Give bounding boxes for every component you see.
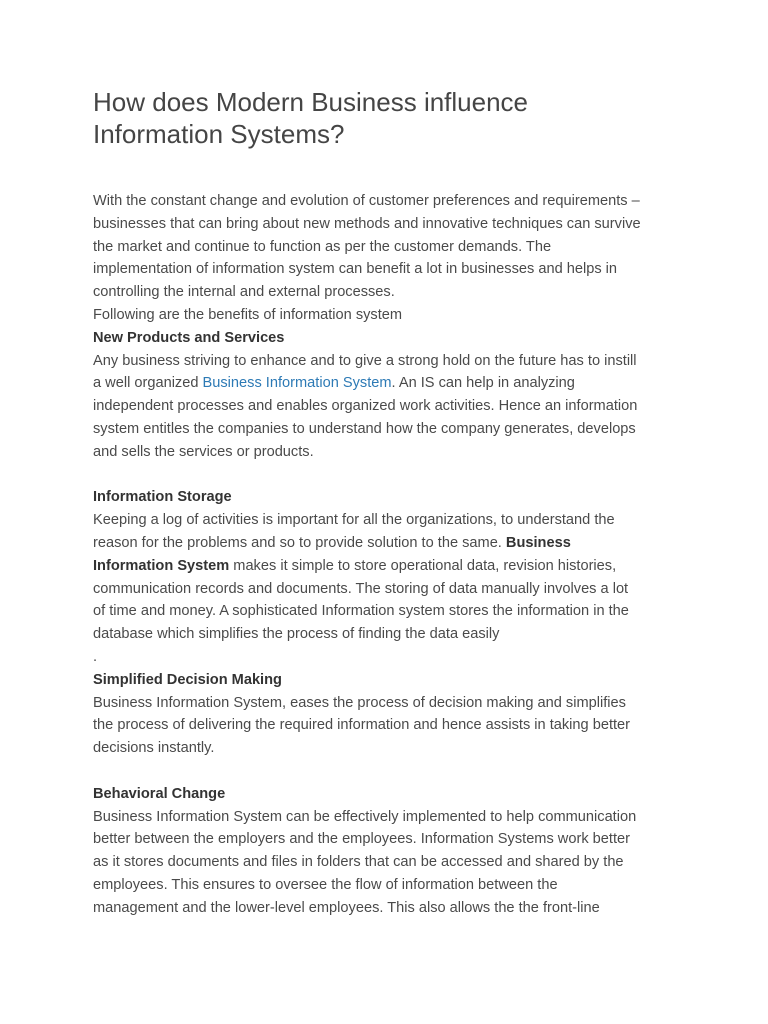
title-line-1: How does Modern Business influence [93, 87, 529, 117]
section-line: Any business striving to enhance and to give a strong hold on the future has to instill [93, 352, 637, 369]
intro-line: implementation of information system can benefit a lot in businesses and helps in [93, 261, 618, 278]
section-heading: Information Storage [93, 489, 232, 506]
section-information-storage [93, 486, 693, 668]
section-line: communication records and documents. The storing of data manually involves a lot [93, 580, 629, 597]
page-title [93, 86, 653, 150]
intro-line: businesses that can bring about new methods and innovative techniques can survive [93, 215, 641, 232]
section-line [93, 372, 693, 395]
section-behavioral-change [93, 783, 693, 920]
section-line: Business Information System can be effectively implemented to help communication [93, 808, 637, 825]
section-new-products [93, 327, 693, 464]
section-heading: Behavioral Change [93, 785, 226, 802]
text-span: makes it simple to store operational data, revision histories, [229, 557, 617, 574]
intro-line: With the constant change and evolution of customer preferences and requirements – [93, 193, 640, 209]
bold-text: Business [505, 534, 571, 551]
intro-paragraph [93, 190, 693, 304]
document-page [93, 86, 693, 920]
section-line: Keeping a log of activities is important for all the organizations, to understand the [93, 512, 615, 529]
section-heading: New Products and Services [93, 329, 285, 346]
business-information-system-link[interactable]: Business Information System [202, 375, 392, 392]
section-line: of time and money. A sophisticated Information system stores the information in the [93, 603, 629, 620]
section-line: system entitles the companies to understand how the company generates, develops [93, 420, 636, 437]
section-line: decisions instantly. [93, 740, 215, 757]
section-line: employees. This ensures to oversee the flow of information between the [93, 876, 558, 893]
section-line [93, 532, 693, 555]
spacer [93, 464, 693, 487]
section-line: better between the employers and the employees. Information Systems work better [93, 831, 630, 848]
section-line [93, 555, 693, 578]
intro-line: controlling the internal and external processes. [93, 284, 395, 301]
bold-text: Information System [93, 557, 230, 574]
text-span: a well organized [93, 375, 203, 392]
section-line: database which simplifies the process of finding the data easily [93, 626, 500, 643]
section-line: and sells the services or products. [93, 443, 314, 460]
section-line: management and the lower-level employees. This also allows the the front-line [93, 899, 600, 916]
intro-line: the market and continue to function as per the customer demands. The [93, 238, 552, 255]
section-simplified-decision-making [93, 669, 693, 760]
section-line: independent processes and enables organized work activities. Hence an information [93, 398, 638, 415]
section-line: Business Information System, eases the process of decision making and simplifies [93, 694, 626, 711]
benefits-intro: Following are the benefits of information system [93, 306, 403, 323]
text-span: reason for the problems and so to provide solution to the same. [93, 534, 506, 551]
spacer [93, 760, 693, 783]
title-line-2: Information Systems? [93, 119, 345, 149]
section-heading: Simplified Decision Making [93, 671, 282, 688]
section-line: . [93, 648, 98, 665]
text-span: . An IS can help in analyzing [391, 375, 575, 392]
section-line: as it stores documents and files in folders that can be accessed and shared by the [93, 854, 624, 871]
section-line: the process of delivering the required information and hence assists in taking better [93, 717, 631, 734]
